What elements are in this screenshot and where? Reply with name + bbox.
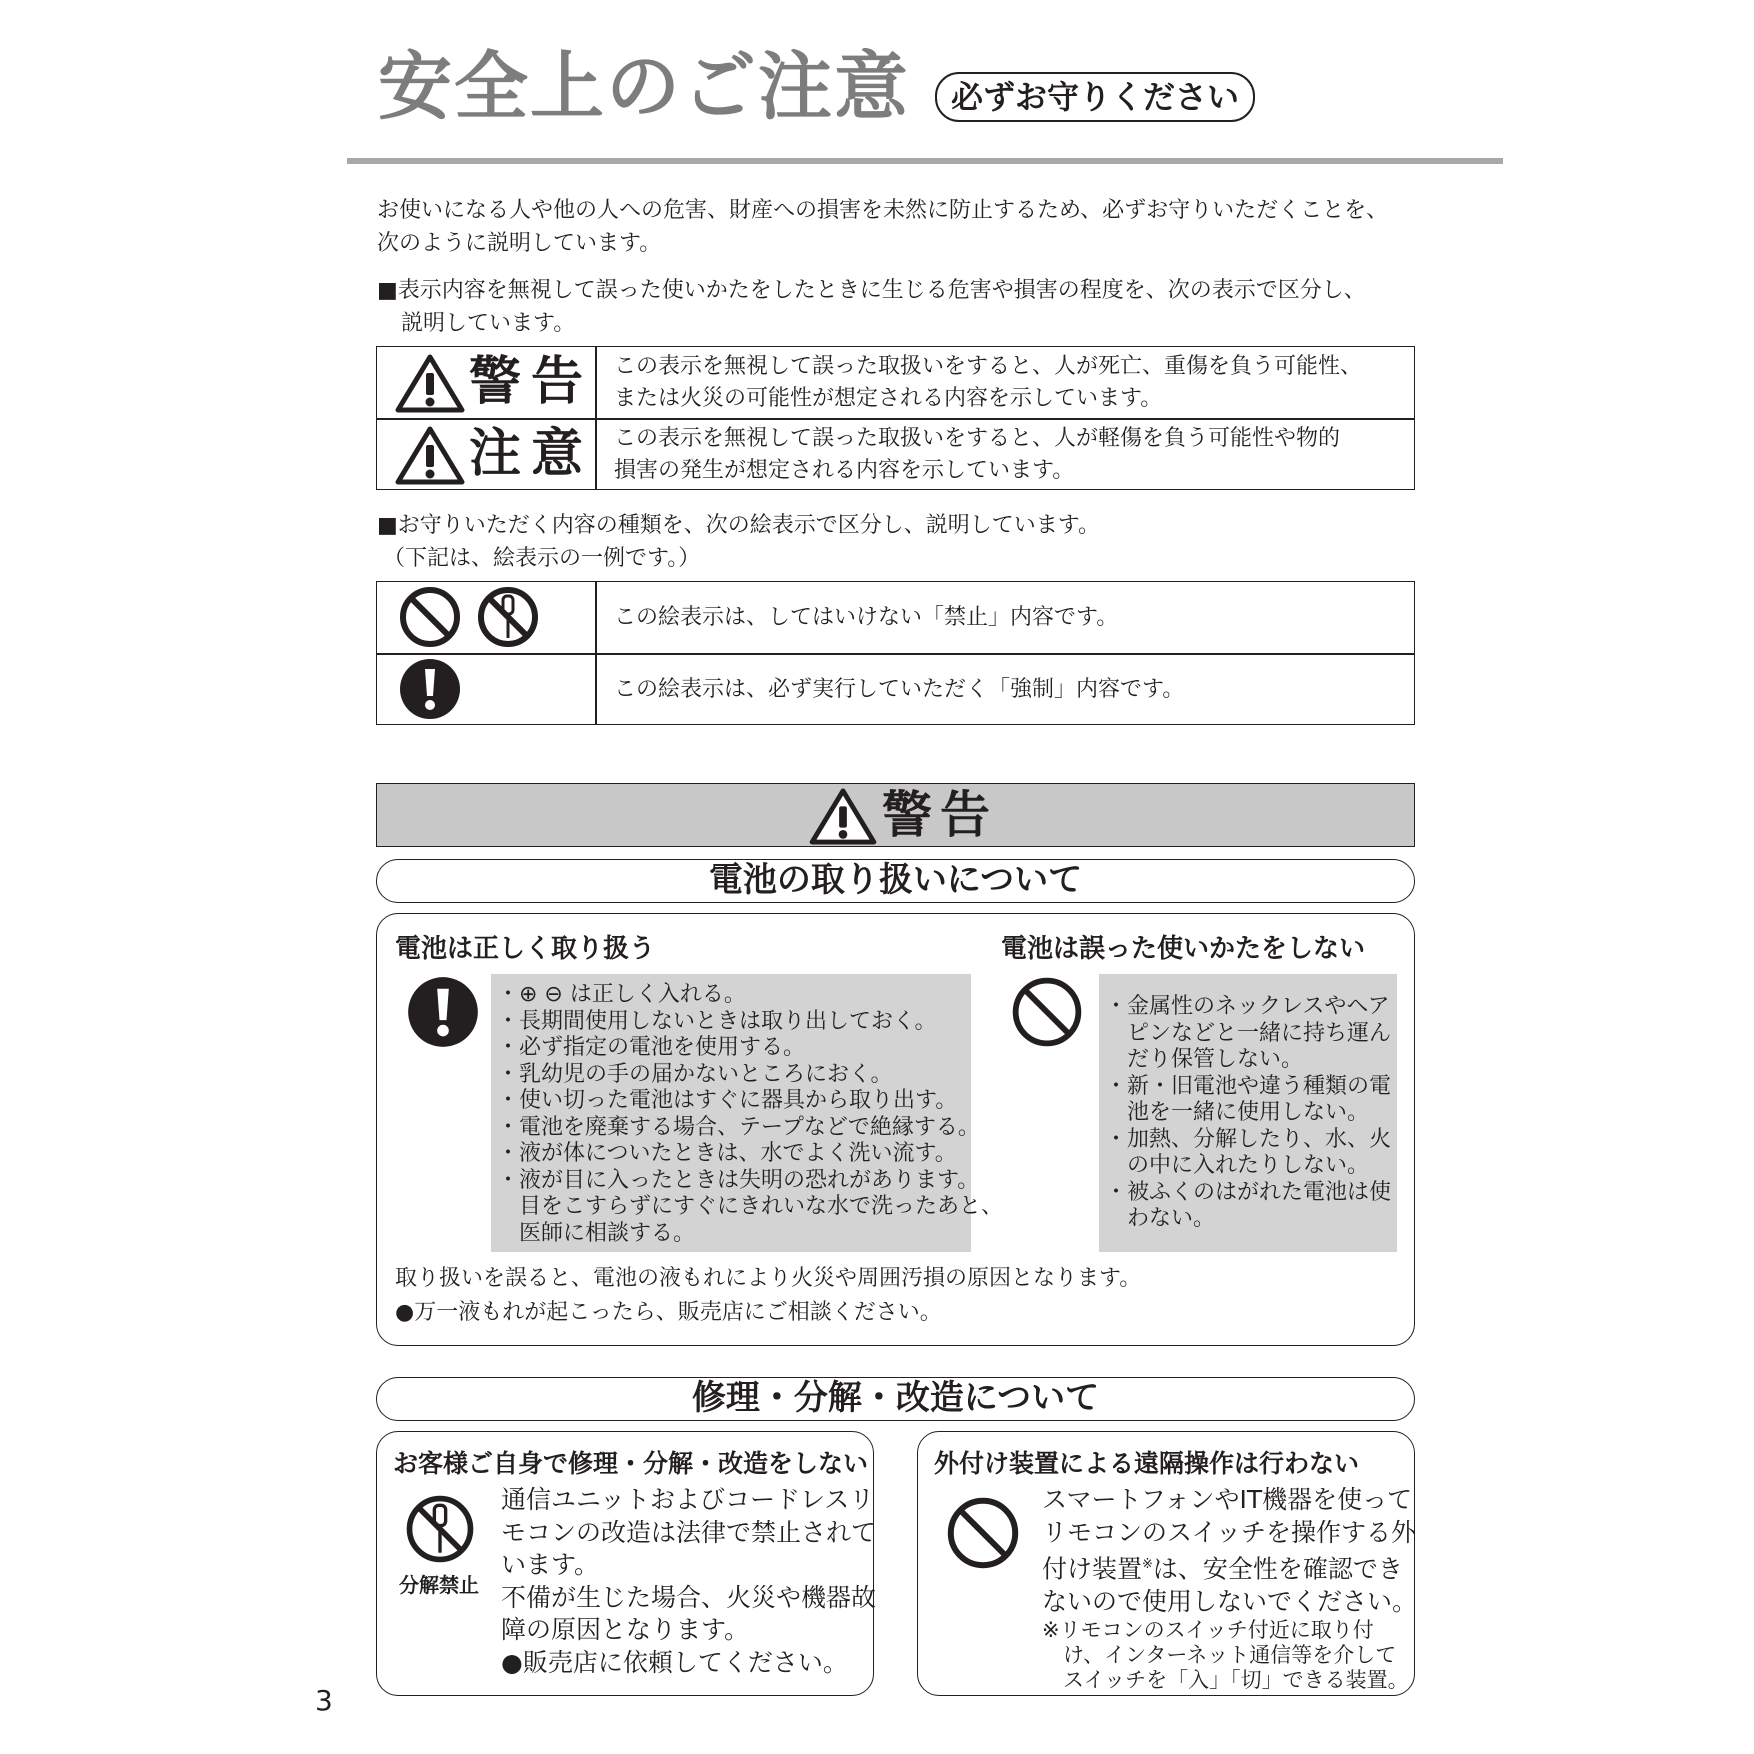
battery-footer-line-1: 取り扱いを誤ると、電池の液もれにより火災や周囲汚損の原因となります。	[395, 1266, 1142, 1291]
intro-text	[377, 194, 1388, 260]
symbol-row-mandatory	[377, 654, 1414, 725]
repair-left-box	[376, 1431, 877, 1696]
list-item: の中に入れたりしない。	[1105, 1153, 1370, 1178]
list-item: ・⊕ ⊖ は正しく入れる。	[497, 982, 746, 1007]
battery-left-list	[497, 982, 1003, 1247]
section2-note-line-1: ■お守りいただく内容の種類を、次の絵表示で区分し、説明しています。	[377, 513, 1101, 538]
section2-note	[377, 509, 1100, 575]
title-badge: 必ずお守りください	[935, 72, 1255, 122]
battery-left-title: 電池は正しく取り扱う	[395, 934, 656, 964]
title-rule	[347, 158, 1503, 164]
severity-row-warning	[377, 347, 1414, 418]
severity-desc-warning: この表示を無視して誤った取扱いをすると、人が死亡、重傷を負う可能性、 または火災の可能性が想定される内容を示しています。	[614, 354, 1363, 411]
intro-line-2: 次のように説明しています。	[377, 231, 662, 256]
severity-label-warning: 警告	[469, 352, 594, 412]
severity-row-caution	[377, 419, 1414, 490]
warning-triangle-icon	[395, 353, 465, 413]
list-item: ・電池を廃棄する場合、テープなどで絶縁する。	[497, 1114, 980, 1140]
mandatory-icon	[407, 976, 479, 1048]
list-item: 池を一緒に使用しない。	[1105, 1100, 1370, 1125]
severity-table	[376, 346, 1415, 490]
list-item: 目をこすらずにすぐにきれいな水で洗ったあと、	[497, 1194, 1004, 1219]
repair-right-body: スマートフォンやIT機器を使って リモコンのスイッチを操作する外 付け装置※は、安全性を確認でき ないので使用しないでください。	[1042, 1485, 1418, 1616]
no-disassembly-label: 分解禁止	[399, 1573, 479, 1597]
list-item: ・液が目に入ったときは失明の恐れがあります。	[497, 1167, 980, 1193]
list-item: ・必ず指定の電池を使用する。	[497, 1035, 806, 1060]
list-item: ・液が体についたときは、水でよく洗い流す。	[497, 1141, 957, 1166]
prohibited-icon	[946, 1496, 1020, 1570]
symbol-desc-prohibited: この絵表示は、してはいけない「禁止」内容です。	[614, 605, 1119, 630]
list-item: ・加熱、分解したり、水、火	[1105, 1126, 1392, 1152]
intro-line-1: お使いになる人や他の人への危害、財産への損害を未然に防止するため、必ずお守りいただくことを、	[377, 198, 1389, 223]
severity-label-caution: 注意	[469, 424, 594, 484]
list-item: わない。	[1105, 1206, 1216, 1231]
battery-left-panel	[491, 974, 1004, 1252]
page-title: 安全上のご注意	[378, 44, 910, 130]
footnote-mark: ※	[1142, 1557, 1153, 1572]
list-item: 医師に相談する。	[497, 1220, 696, 1246]
repair-left-body: 通信ユニットおよびコードレスリ モコンの改造は法律で禁止されて います。 不備が生じた場合、火災や機器故 障の原因となります。 ●販売店に依頼してください。	[501, 1485, 877, 1677]
section2-note-line-2: （下記は、絵表示の一例です。）	[383, 546, 701, 571]
section1-note-line-1: ■表示内容を無視して誤った使いかたをしたときに生じる危害や損害の程度を、次の表示で区分し、	[377, 278, 1366, 303]
list-item: ・被ふくのはがれた電池は使	[1105, 1179, 1392, 1205]
symbol-table	[376, 581, 1415, 725]
section1-note	[377, 274, 1366, 340]
warning-banner-label: 警告	[882, 786, 998, 844]
warning-banner-icon	[809, 787, 877, 845]
list-item: だり保管しない。	[1105, 1047, 1304, 1072]
list-item: ・新・旧電池や違う種類の電	[1105, 1073, 1392, 1099]
battery-box	[376, 913, 1415, 1346]
mandatory-icon	[399, 658, 461, 720]
battery-heading: 電池の取り扱いについて	[376, 859, 1415, 903]
battery-right-title: 電池は誤った使いかたをしない	[1001, 934, 1366, 964]
symbol-row-prohibited	[377, 582, 1414, 653]
caution-triangle-icon	[395, 425, 465, 485]
repair-right-box	[917, 1431, 1418, 1696]
list-item: ・乳幼児の手の届かないところにおく。	[497, 1061, 893, 1087]
symbol-desc-mandatory: この絵表示は、必ず実行していただく「強制」内容です。	[614, 677, 1185, 702]
repair-heading: 修理・分解・改造について	[376, 1377, 1415, 1421]
list-item: ・長期間使用しないときは取り出しておく。	[497, 1008, 937, 1034]
list-item: ・使い切った電池はすぐに器具から取り出す。	[497, 1088, 958, 1113]
warning-banner	[376, 783, 1415, 847]
battery-footer-line-2: ●万一液もれが起こったら、販売店にご相談ください。	[395, 1300, 942, 1325]
battery-right-list	[1105, 994, 1391, 1233]
page-number: 3	[315, 1684, 333, 1717]
list-item: ピンなどと一緒に持ち運ん	[1105, 1020, 1392, 1046]
list-item: ・金属性のネックレスやヘア	[1105, 994, 1390, 1019]
section1-note-line-2: 説明しています。	[401, 311, 576, 336]
no-disassembly-icon	[405, 1494, 475, 1564]
repair-right-footnote: ※リモコンのスイッチ付近に取り付 け、インターネット通信等を介して スイッチを「入」「切」できる装置。	[1042, 1618, 1409, 1692]
battery-right-panel	[1099, 974, 1397, 1252]
no-disassembly-icon	[477, 586, 539, 648]
severity-desc-caution: この表示を無視して誤った取扱いをすると、人が軽傷を負う可能性や物的 損害の発生が想定される内容を示しています。	[614, 426, 1341, 483]
repair-right-title: 外付け装置による遠隔操作は行わない	[934, 1449, 1360, 1478]
prohibited-icon	[1011, 976, 1083, 1048]
prohibited-icon	[399, 586, 461, 648]
repair-left-title: お客様ご自身で修理・分解・改造をしない	[393, 1449, 869, 1478]
battery-footer	[395, 1262, 1141, 1330]
